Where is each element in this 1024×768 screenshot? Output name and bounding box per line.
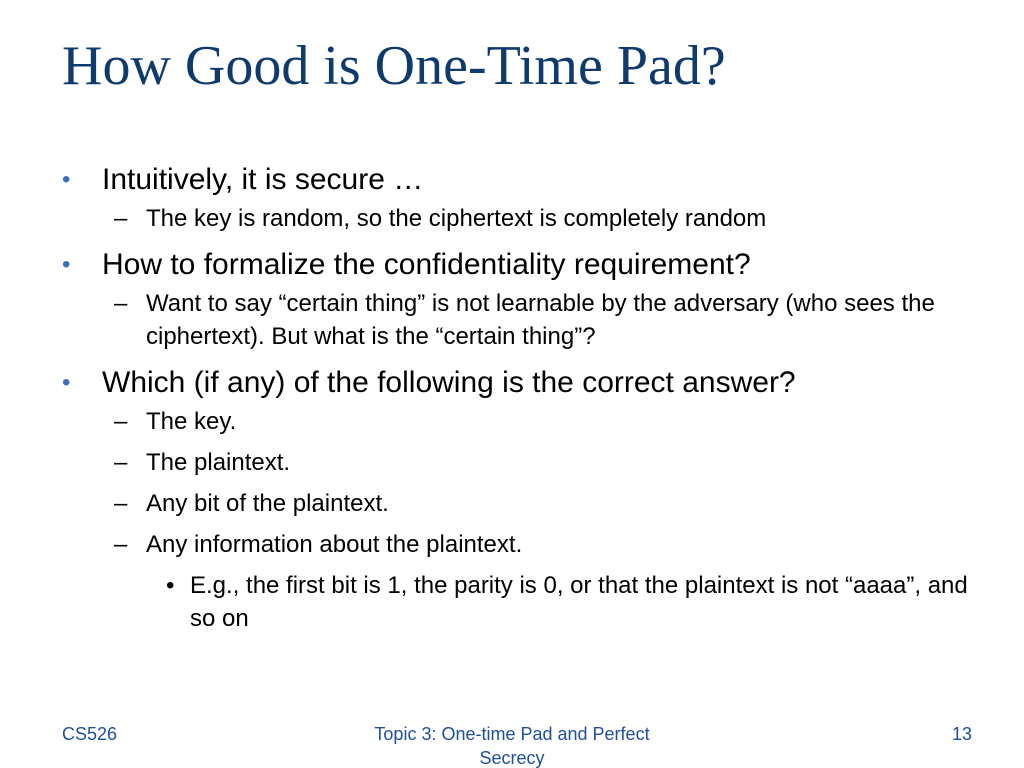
sub-bullet-text: The key. bbox=[146, 408, 237, 435]
dot-icon: • bbox=[166, 572, 175, 599]
bullet-icon: • bbox=[62, 166, 71, 193]
dash-icon: – bbox=[114, 449, 128, 476]
bullet-item bbox=[62, 361, 982, 405]
sub-bullet-item bbox=[62, 202, 982, 235]
bullet-icon: • bbox=[62, 369, 71, 396]
dash-icon: – bbox=[114, 408, 128, 435]
sub-bullet-item bbox=[62, 287, 982, 353]
dash-icon: – bbox=[114, 205, 128, 232]
slide-title: How Good is One-Time Pad? bbox=[62, 35, 726, 97]
sub-bullet-item bbox=[62, 405, 982, 438]
footer-topic: Topic 3: One-time Pad and Perfect Secrecy bbox=[374, 724, 650, 768]
bullet-text: How to formalize the confidentiality requirement? bbox=[102, 248, 751, 281]
footer-page-number: 13 bbox=[951, 724, 972, 744]
bullet-item bbox=[62, 243, 982, 287]
sub-bullet-text: Any information about the plaintext. bbox=[146, 531, 523, 558]
sub-bullet-item bbox=[62, 446, 982, 479]
dash-icon: – bbox=[114, 531, 128, 558]
bullet-icon: • bbox=[62, 251, 71, 278]
footer-course: CS526 bbox=[62, 724, 118, 744]
sub-sub-bullet-text: E.g., the first bit is 1, the parity is 0, or that the plaintext is not “aaaa”, and so on bbox=[190, 572, 968, 632]
sub-bullet-item bbox=[62, 528, 982, 561]
slide-body bbox=[62, 158, 982, 635]
sub-sub-bullet-item bbox=[62, 569, 982, 635]
bullet-text: Which (if any) of the following is the correct answer? bbox=[102, 366, 796, 399]
sub-bullet-text: The plaintext. bbox=[146, 449, 291, 476]
dash-icon: – bbox=[114, 490, 128, 517]
sub-bullet-text: The key is random, so the ciphertext is completely random bbox=[146, 205, 767, 232]
sub-bullet-item bbox=[62, 487, 982, 520]
dash-icon: – bbox=[114, 290, 128, 317]
sub-bullet-text: Want to say “certain thing” is not learnable by the adversary (who sees the ciphertext). But what is the “certain thing”? bbox=[146, 290, 935, 350]
sub-bullet-text: Any bit of the plaintext. bbox=[146, 490, 389, 517]
bullet-text: Intuitively, it is secure … bbox=[102, 163, 424, 196]
bullet-item bbox=[62, 158, 982, 202]
